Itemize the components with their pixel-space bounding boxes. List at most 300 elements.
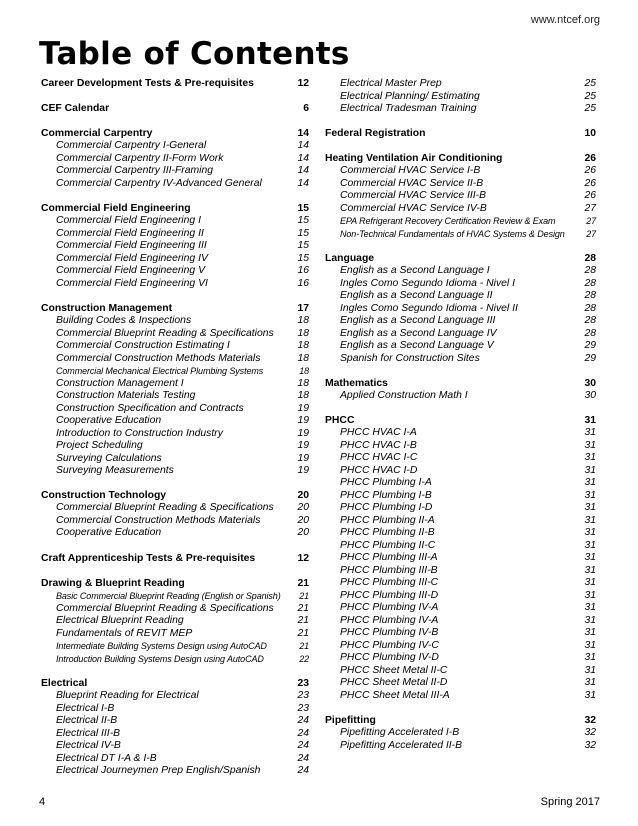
toc-entry[interactable] xyxy=(325,353,596,366)
toc-entry[interactable] xyxy=(41,502,309,515)
entry-page-number: 19 xyxy=(297,427,309,439)
toc-entry[interactable] xyxy=(325,740,596,753)
toc-entry[interactable] xyxy=(325,427,596,440)
toc-entry[interactable] xyxy=(41,590,309,603)
entry-title: Cooperative Education xyxy=(56,527,162,539)
toc-section-heading[interactable] xyxy=(325,253,596,266)
entry-page-number: 22 xyxy=(299,653,309,664)
entry-page-number: 21 xyxy=(299,591,309,602)
toc-entry[interactable] xyxy=(41,165,309,178)
entry-title: Applied Construction Math I xyxy=(340,390,468,402)
entry-page-number: 32 xyxy=(584,739,596,751)
toc-entry[interactable] xyxy=(325,452,596,465)
toc-entry[interactable] xyxy=(325,727,596,740)
entry-page-number: 24 xyxy=(297,740,309,752)
toc-entry[interactable] xyxy=(325,440,596,453)
toc-entry[interactable] xyxy=(41,265,309,278)
entry-title: Project Scheduling xyxy=(56,440,143,452)
entry-title: Pipefitting Accelerated II-B xyxy=(340,739,463,751)
toc-entry[interactable] xyxy=(41,690,309,703)
entry-title: Commercial HVAC Service III-B xyxy=(340,190,487,202)
entry-page-number: 31 xyxy=(584,639,596,651)
entry-title: PHCC Sheet Metal III-A xyxy=(340,689,450,701)
entry-title: Commercial HVAC Service II-B xyxy=(340,177,484,189)
entry-page-number: 31 xyxy=(584,489,596,501)
entry-page-number: 31 xyxy=(584,527,596,539)
page-title: Table of Contents xyxy=(39,36,350,72)
entry-page-number: 28 xyxy=(584,252,596,264)
toc-entry[interactable] xyxy=(325,303,596,316)
page-number: 4 xyxy=(39,796,46,808)
entry-page-number: 31 xyxy=(584,652,596,664)
entry-title: English as a Second Language III xyxy=(340,315,496,327)
toc-entry[interactable] xyxy=(325,103,596,116)
entry-page-number: 14 xyxy=(297,177,309,189)
entry-title: Commercial Carpentry xyxy=(41,127,153,139)
toc-entry[interactable] xyxy=(41,278,309,291)
entry-title: EPA Refrigerant Recovery Certification Review & Exam xyxy=(340,216,556,227)
entry-page-number: 30 xyxy=(584,390,596,402)
toc-section-heading[interactable] xyxy=(41,128,309,141)
entry-title: Craft Apprenticeship Tests & Pre-requisites xyxy=(41,552,256,564)
toc-entry[interactable] xyxy=(41,353,309,366)
entry-title: Construction Materials Testing xyxy=(56,390,196,402)
entry-page-number: 28 xyxy=(584,290,596,302)
entry-page-number: 24 xyxy=(297,752,309,764)
entry-page-number: 21 xyxy=(297,615,309,627)
entry-page-number: 24 xyxy=(297,727,309,739)
entry-page-number: 24 xyxy=(297,765,309,777)
toc-entry[interactable] xyxy=(41,615,309,628)
toc-entry[interactable] xyxy=(325,502,596,515)
entry-title: PHCC Plumbing IV-A xyxy=(340,602,439,614)
entry-title: PHCC Sheet Metal II-C xyxy=(340,664,448,676)
entry-page-number: 29 xyxy=(584,352,596,364)
toc-section-heading[interactable] xyxy=(41,303,309,316)
entry-page-number: 27 xyxy=(586,228,596,239)
entry-page-number: 31 xyxy=(584,589,596,601)
entry-title: PHCC Plumbing IV-C xyxy=(340,639,439,651)
entry-page-number: 19 xyxy=(297,465,309,477)
entry-page-number: 17 xyxy=(297,302,309,314)
entry-page-number: 31 xyxy=(584,614,596,626)
entry-page-number: 28 xyxy=(584,315,596,327)
toc-left-column xyxy=(41,78,309,790)
toc-entry[interactable] xyxy=(41,365,309,378)
entry-title: Commercial Field Engineering III xyxy=(56,240,207,252)
toc-section-heading[interactable] xyxy=(41,203,309,216)
entry-title: Construction Technology xyxy=(41,489,167,501)
entry-page-number: 28 xyxy=(584,327,596,339)
toc-entry[interactable] xyxy=(41,153,309,166)
toc-section-heading[interactable] xyxy=(41,103,309,116)
entry-page-number: 15 xyxy=(297,215,309,227)
entry-title: Electrical Tradesman Training xyxy=(340,103,477,114)
entry-page-number: 31 xyxy=(584,689,596,701)
toc-entry[interactable] xyxy=(41,415,309,428)
entry-title: Commercial Field Engineering V xyxy=(56,265,205,277)
entry-title: Building Codes & Inspections xyxy=(56,315,192,327)
entry-page-number: 14 xyxy=(297,165,309,177)
toc-section-heading[interactable] xyxy=(325,415,596,428)
entry-title: Commercial Carpentry I-General xyxy=(56,140,207,152)
entry-page-number: 31 xyxy=(584,602,596,614)
toc-entry[interactable] xyxy=(41,428,309,441)
toc-entry[interactable] xyxy=(325,203,596,216)
entry-page-number: 20 xyxy=(297,489,309,501)
toc-entry[interactable] xyxy=(325,490,596,503)
entry-title: Commercial Field Engineering I xyxy=(56,215,201,227)
entry-page-number: 18 xyxy=(297,315,309,327)
entry-title: Electrical Master Prep xyxy=(340,78,442,89)
entry-title: Federal Registration xyxy=(325,127,426,139)
toc-entry[interactable] xyxy=(41,527,309,540)
entry-title: English as a Second Language I xyxy=(340,265,490,277)
entry-title: Electrical III-B xyxy=(56,727,121,739)
entry-page-number: 31 xyxy=(584,477,596,489)
toc-entry[interactable] xyxy=(325,340,596,353)
entry-page-number: 32 xyxy=(584,714,596,726)
toc-section-heading[interactable] xyxy=(325,153,596,166)
toc-entry[interactable] xyxy=(41,753,309,766)
entry-title: Language xyxy=(325,252,375,264)
entry-title: Commercial Field Engineering II xyxy=(56,227,204,239)
entry-title: Pipefitting Accelerated I-B xyxy=(340,727,460,739)
entry-page-number: 21 xyxy=(297,627,309,639)
entry-title: Mathematics xyxy=(325,377,388,389)
entry-title: Cooperative Education xyxy=(56,415,162,427)
toc-entry[interactable] xyxy=(41,240,309,253)
entry-title: Commercial Construction Methods Materials xyxy=(56,352,261,364)
toc-entry[interactable] xyxy=(325,515,596,528)
entry-title: Introduction Building Systems Design using AutoCAD xyxy=(56,653,264,664)
toc-section-heading[interactable] xyxy=(41,490,309,503)
entry-page-number: 25 xyxy=(584,90,596,102)
toc-entry[interactable] xyxy=(325,78,596,91)
entry-title: Commercial HVAC Service IV-B xyxy=(340,202,487,214)
entry-page-number: 28 xyxy=(584,265,596,277)
toc-entry[interactable] xyxy=(41,403,309,416)
toc-entry[interactable] xyxy=(325,91,596,104)
toc-entry[interactable] xyxy=(325,477,596,490)
toc-entry[interactable] xyxy=(325,677,596,690)
entry-title: Commercial Field Engineering VI xyxy=(56,277,208,289)
toc-entry[interactable] xyxy=(325,690,596,703)
entry-title: PHCC Plumbing I-B xyxy=(340,489,432,501)
entry-page-number: 15 xyxy=(297,227,309,239)
entry-page-number: 27 xyxy=(586,216,596,227)
entry-page-number: 12 xyxy=(297,78,309,89)
toc-entry[interactable] xyxy=(325,165,596,178)
toc-section-commercial-field-engineering xyxy=(41,203,309,291)
entry-page-number: 14 xyxy=(297,152,309,164)
toc-section-federal-registration xyxy=(325,128,596,141)
entry-page-number: 31 xyxy=(584,464,596,476)
toc-entry[interactable] xyxy=(41,340,309,353)
entry-page-number: 31 xyxy=(584,577,596,589)
toc-entry[interactable] xyxy=(325,527,596,540)
entry-title: Ingles Como Segundo Idioma - Nivel I xyxy=(340,277,515,289)
entry-page-number: 15 xyxy=(297,202,309,214)
entry-page-number: 24 xyxy=(297,715,309,727)
entry-page-number: 15 xyxy=(297,240,309,252)
entry-page-number: 25 xyxy=(584,103,596,114)
entry-page-number: 31 xyxy=(584,414,596,426)
toc-right-column xyxy=(325,78,596,765)
entry-page-number: 31 xyxy=(584,427,596,439)
toc-entry[interactable] xyxy=(325,627,596,640)
toc-entry[interactable] xyxy=(41,178,309,191)
entry-title: Drawing & Blueprint Reading xyxy=(41,577,185,589)
toc-entry[interactable] xyxy=(325,228,596,241)
entry-title: Spanish for Construction Sites xyxy=(340,352,480,364)
toc-entry[interactable] xyxy=(325,178,596,191)
entry-page-number: 32 xyxy=(584,727,596,739)
entry-title: Commercial Field Engineering IV xyxy=(56,252,208,264)
entry-page-number: 31 xyxy=(584,452,596,464)
entry-title: PHCC Plumbing IV-D xyxy=(340,652,439,664)
entry-page-number: 20 xyxy=(297,514,309,526)
entry-title: Blueprint Reading for Electrical xyxy=(56,690,199,702)
entry-page-number: 18 xyxy=(297,327,309,339)
entry-title: Construction Management xyxy=(41,302,173,314)
entry-title: PHCC Plumbing I-D xyxy=(340,502,433,514)
entry-title: PHCC Plumbing III-B xyxy=(340,564,438,576)
entry-page-number: 19 xyxy=(297,402,309,414)
toc-section-continued xyxy=(325,78,596,116)
entry-title: PHCC HVAC I-A xyxy=(340,427,417,439)
toc-entry[interactable] xyxy=(325,602,596,615)
entry-page-number: 31 xyxy=(584,677,596,689)
entry-page-number: 25 xyxy=(584,78,596,89)
entry-title: PHCC HVAC I-D xyxy=(340,464,418,476)
toc-section-construction-management xyxy=(41,303,309,478)
entry-title: Fundamentals of REVIT MEP xyxy=(56,627,193,639)
entry-page-number: 31 xyxy=(584,564,596,576)
toc-entry[interactable] xyxy=(325,328,596,341)
entry-title: PHCC Plumbing II-C xyxy=(340,539,436,551)
toc-section-heading[interactable] xyxy=(41,78,309,91)
entry-title: Construction Specification and Contracts xyxy=(56,402,244,414)
entry-title: PHCC Plumbing I-A xyxy=(340,477,432,489)
toc-entry[interactable] xyxy=(325,190,596,203)
entry-title: PHCC HVAC I-B xyxy=(340,439,417,451)
toc-section-heading[interactable] xyxy=(41,553,309,566)
toc-entry[interactable] xyxy=(325,265,596,278)
entry-title: PHCC Plumbing IV-B xyxy=(340,627,439,639)
entry-page-number: 20 xyxy=(297,527,309,539)
toc-entry[interactable] xyxy=(325,290,596,303)
entry-title: Basic Commercial Blueprint Reading (English or Spanish) xyxy=(56,591,281,602)
entry-title: PHCC Plumbing III-D xyxy=(340,589,439,601)
toc-entry[interactable] xyxy=(325,590,596,603)
entry-page-number: 30 xyxy=(584,377,596,389)
entry-page-number: 6 xyxy=(303,102,309,114)
toc-section-mathematics xyxy=(325,378,596,403)
entry-title: Commercial HVAC Service I-B xyxy=(340,165,481,177)
toc-entry[interactable] xyxy=(41,628,309,641)
entry-title: Commercial Blueprint Reading & Specifications xyxy=(56,502,274,514)
toc-section-craft-apprenticeship-tests-pre-requisites xyxy=(41,553,309,566)
entry-title: Electrical Blueprint Reading xyxy=(56,615,184,627)
entry-title: Construction Management I xyxy=(56,377,184,389)
entry-page-number: 28 xyxy=(584,302,596,314)
entry-page-number: 18 xyxy=(297,340,309,352)
toc-section-language xyxy=(325,253,596,366)
entry-title: PHCC Plumbing II-B xyxy=(340,527,435,539)
entry-page-number: 23 xyxy=(297,702,309,714)
toc-entry[interactable] xyxy=(41,640,309,653)
entry-title: PHCC xyxy=(325,414,355,426)
entry-page-number: 15 xyxy=(297,252,309,264)
entry-title: Electrical Journeymen Prep English/Spanish xyxy=(56,765,261,777)
toc-section-commercial-carpentry xyxy=(41,128,309,191)
toc-entry[interactable] xyxy=(41,728,309,741)
entry-page-number: 26 xyxy=(584,165,596,177)
entry-page-number: 19 xyxy=(297,415,309,427)
entry-page-number: 21 xyxy=(299,641,309,652)
toc-section-career-development-tests-pre-requisites xyxy=(41,78,309,91)
entry-page-number: 14 xyxy=(297,127,309,139)
toc-section-heading[interactable] xyxy=(41,678,309,691)
entry-title: Electrical IV-B xyxy=(56,740,121,752)
entry-page-number: 27 xyxy=(584,202,596,214)
toc-section-phcc xyxy=(325,415,596,703)
entry-title: Electrical xyxy=(41,677,88,689)
entry-title: Commercial Blueprint Reading & Specifications xyxy=(56,327,274,339)
toc-section-heading[interactable] xyxy=(325,378,596,391)
toc-section-cef-calendar xyxy=(41,103,309,116)
toc-entry[interactable] xyxy=(41,253,309,266)
entry-title: English as a Second Language IV xyxy=(340,327,497,339)
toc-entry[interactable] xyxy=(41,140,309,153)
toc-section-drawing-blueprint-reading xyxy=(41,578,309,666)
entry-title: PHCC Plumbing III-C xyxy=(340,577,439,589)
entry-page-number: 31 xyxy=(584,514,596,526)
entry-page-number: 28 xyxy=(584,277,596,289)
issue-season: Spring 2017 xyxy=(540,796,600,808)
entry-title: PHCC Sheet Metal II-D xyxy=(340,677,448,689)
entry-title: Electrical I-B xyxy=(56,702,115,714)
toc-section-pipefitting xyxy=(325,715,596,753)
toc-section-heading[interactable] xyxy=(325,128,596,141)
entry-page-number: 10 xyxy=(584,127,596,139)
entry-page-number: 19 xyxy=(297,440,309,452)
entry-title: Pipefitting xyxy=(325,714,376,726)
toc-entry[interactable] xyxy=(41,453,309,466)
toc-entry[interactable] xyxy=(325,465,596,478)
toc-entry[interactable] xyxy=(41,465,309,478)
toc-entry[interactable] xyxy=(325,215,596,228)
entry-page-number: 29 xyxy=(584,340,596,352)
toc-section-electrical xyxy=(41,678,309,778)
toc-entry[interactable] xyxy=(41,228,309,241)
toc-entry[interactable] xyxy=(325,615,596,628)
entry-title: Electrical Planning/ Estimating xyxy=(340,90,480,102)
entry-page-number: 16 xyxy=(297,265,309,277)
toc-entry[interactable] xyxy=(41,740,309,753)
entry-title: Surveying Measurements xyxy=(56,465,174,477)
entry-title: CEF Calendar xyxy=(41,102,110,114)
entry-page-number: 31 xyxy=(584,664,596,676)
toc-entry[interactable] xyxy=(41,715,309,728)
entry-title: Non-Technical Fundamentals of HVAC Systems & Design xyxy=(340,228,565,239)
entry-page-number: 31 xyxy=(584,439,596,451)
toc-entry[interactable] xyxy=(325,652,596,665)
entry-page-number: 12 xyxy=(297,552,309,564)
toc-entry[interactable] xyxy=(41,515,309,528)
toc-entry[interactable] xyxy=(41,603,309,616)
toc-entry[interactable] xyxy=(325,565,596,578)
toc-entry[interactable] xyxy=(41,440,309,453)
entry-page-number: 18 xyxy=(299,366,309,377)
entry-title: PHCC Plumbing IV-A xyxy=(340,614,439,626)
entry-title: Electrical II-B xyxy=(56,715,118,727)
toc-entry[interactable] xyxy=(325,665,596,678)
toc-entry[interactable] xyxy=(41,315,309,328)
toc-entry[interactable] xyxy=(325,552,596,565)
entry-title: Heating Ventilation Air Conditioning xyxy=(325,152,503,164)
entry-page-number: 31 xyxy=(584,539,596,551)
entry-title: Commercial Carpentry IV-Advanced General xyxy=(56,177,262,189)
entry-page-number: 21 xyxy=(297,577,309,589)
entry-page-number: 16 xyxy=(297,277,309,289)
entry-title: Introduction to Construction Industry xyxy=(56,427,223,439)
toc-entry[interactable] xyxy=(325,540,596,553)
toc-entry[interactable] xyxy=(41,215,309,228)
toc-section-heating-ventilation-air-conditioning xyxy=(325,153,596,241)
entry-title: PHCC HVAC I-C xyxy=(340,452,418,464)
entry-page-number: 31 xyxy=(584,627,596,639)
site-url[interactable]: www.ntcef.org xyxy=(530,14,600,26)
toc-section-heading[interactable] xyxy=(41,578,309,591)
entry-title: Commercial Mechanical Electrical Plumbing Systems xyxy=(56,366,264,377)
entry-title: Commercial Construction Methods Materials xyxy=(56,514,261,526)
toc-entry[interactable] xyxy=(41,328,309,341)
toc-section-heading[interactable] xyxy=(325,715,596,728)
entry-page-number: 21 xyxy=(297,602,309,614)
toc-entry[interactable] xyxy=(41,653,309,666)
entry-page-number: 14 xyxy=(297,140,309,152)
toc-entry[interactable] xyxy=(41,378,309,391)
toc-section-construction-technology xyxy=(41,490,309,540)
toc-entry[interactable] xyxy=(41,765,309,778)
entry-page-number: 23 xyxy=(297,690,309,702)
entry-page-number: 19 xyxy=(297,452,309,464)
toc-entry[interactable] xyxy=(325,640,596,653)
entry-page-number: 18 xyxy=(297,377,309,389)
entry-title: PHCC Plumbing III-A xyxy=(340,552,438,564)
entry-title: Commercial Construction Estimating I xyxy=(56,340,230,352)
entry-title: Surveying Calculations xyxy=(56,452,162,464)
entry-title: Career Development Tests & Pre-requisites xyxy=(41,78,254,89)
toc-entry[interactable] xyxy=(325,278,596,291)
entry-page-number: 18 xyxy=(297,390,309,402)
entry-title: Ingles Como Segundo Idioma - Nivel II xyxy=(340,302,518,314)
toc-entry[interactable] xyxy=(325,315,596,328)
entry-title: Commercial Field Engineering xyxy=(41,202,191,214)
entry-title: Electrical DT I-A & I-B xyxy=(56,752,157,764)
entry-title: PHCC Plumbing II-A xyxy=(340,514,435,526)
entry-title: Commercial Carpentry II-Form Work xyxy=(56,152,224,164)
entry-page-number: 31 xyxy=(584,552,596,564)
toc-entry[interactable] xyxy=(41,390,309,403)
toc-entry[interactable] xyxy=(325,390,596,403)
toc-entry[interactable] xyxy=(41,703,309,716)
toc-entry[interactable] xyxy=(325,577,596,590)
entry-page-number: 26 xyxy=(584,152,596,164)
entry-title: Intermediate Building Systems Design using AutoCAD xyxy=(56,641,267,652)
